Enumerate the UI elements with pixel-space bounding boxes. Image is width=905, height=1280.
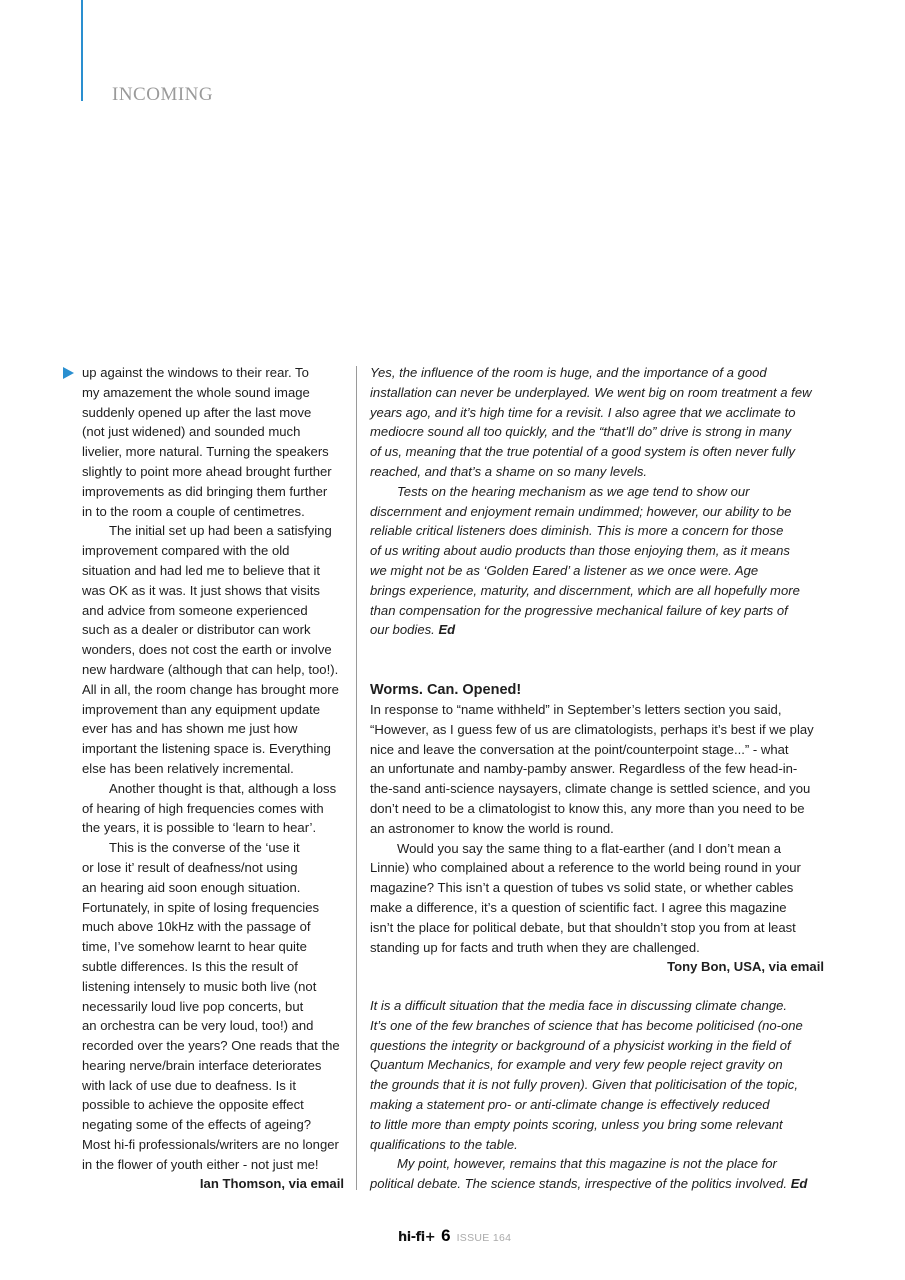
- text-line: hearing nerve/brain interface deteriorates: [82, 1057, 322, 1073]
- text-line: to little more than empty points scoring, unless you bring some relevant: [370, 1116, 783, 1132]
- text-line: brings experience, maturity, and discernment, which are all hopefully more: [370, 582, 800, 598]
- page-number: 6: [441, 1226, 451, 1245]
- text-line: listening intensely to music both live (not: [82, 978, 317, 994]
- text-line: my amazement the whole sound image: [82, 384, 310, 400]
- text-line: up against the windows to their rear. To: [82, 365, 309, 380]
- text-line: an hearing aid soon enough situation.: [82, 879, 301, 895]
- text-line: than compensation for the progressive mechanical failure of key parts of: [370, 602, 788, 618]
- issue-label: ISSUE 164: [456, 1232, 512, 1244]
- text-line: negating some of the effects of ageing?: [82, 1117, 312, 1133]
- text-line: mediocre sound all too quickly, and the “that’ll do” drive is strong in many: [370, 424, 792, 440]
- text-line: possible to achieve the opposite effect: [82, 1097, 304, 1113]
- text-line: situation and had led me to believe that it: [82, 562, 321, 578]
- text-line: or lose it’ result of deafness/not using: [82, 859, 298, 875]
- text-line: we might not be as ‘Golden Eared’ a listener as we once were. Age: [370, 562, 759, 578]
- text-line: in the flower of youth either - not just me!: [82, 1156, 319, 1172]
- text-line: qualifications to the table.: [370, 1136, 518, 1152]
- text-line: questions the integrity or background of a physicist working in the field of: [370, 1037, 791, 1053]
- text-line: It’s one of the few branches of science that has become politicised (no-one: [370, 1017, 803, 1033]
- text-line: It is a difficult situation that the media face in discussing climate change.: [370, 998, 788, 1013]
- letter-1-body: [82, 363, 344, 1175]
- text-line: In response to “name withheld” in September’s letters section you said,: [370, 702, 782, 717]
- text-line: much above 10kHz with the passage of: [82, 919, 311, 935]
- text-line: suddenly opened up after the last move: [82, 404, 312, 420]
- letter-1-signature: Ian Thomson, via email: [199, 1176, 344, 1191]
- text-line: The initial set up had been a satisfying: [109, 523, 332, 539]
- text-line: the-sand anti-science naysayers, climate change is settled science, and you: [370, 781, 811, 797]
- text-line: with lack of use due to deafness. Is it: [82, 1077, 296, 1093]
- hifi-plus-logo: hi-fi+: [398, 1230, 436, 1245]
- editor-reply-2: [370, 996, 825, 1194]
- text-line: Yes, the influence of the room is huge, and the importance of a good: [370, 365, 767, 380]
- editor-signoff: Ed: [790, 1176, 808, 1192]
- text-line: improvement than any equipment update: [82, 701, 321, 717]
- text-line: time, I’ve somehow learnt to hear quite: [82, 939, 307, 955]
- text-line: (not just widened) and sounded much: [82, 424, 301, 440]
- text-line: necessarily loud live pop concerts, but: [82, 998, 304, 1014]
- editor-reply-1: [370, 363, 825, 640]
- text-line: magazine? This isn’t a question of tubes vs solid state, or whether cables: [370, 880, 794, 896]
- text-line: important the listening space is. Everything: [82, 741, 331, 757]
- text-line: recorded over the years? One reads that the: [82, 1038, 340, 1054]
- text-line: in to the room a couple of centimetres.: [82, 503, 305, 519]
- text-line: years ago, and it’s high time for a revisit. I also agree that we acclimate to: [370, 404, 796, 420]
- letter-2-signature: Tony Bon, USA, via email: [667, 959, 824, 974]
- text-line: Another thought is that, although a loss: [109, 780, 337, 796]
- section-title: INCOMING: [112, 84, 214, 105]
- text-line: new hardware (although that can help, too!).: [82, 661, 339, 677]
- text-line: isn’t the place for political debate, but that shouldn’t stop you from at least: [370, 919, 796, 935]
- text-line: the grounds that it is not fully proven). Given that politicisation of the topic,: [370, 1077, 798, 1093]
- text-line: My point, however, remains that this magazine is not the place for: [397, 1156, 777, 1172]
- text-line: an orchestra can be very loud, too!) and: [82, 1018, 314, 1034]
- text-line: don’t need to be a climatologist to know this, any more than you need to be: [370, 800, 805, 816]
- text-line: ever has and has shown me just how: [82, 721, 298, 737]
- text-line: an unfortunate and namby-pamby answer. Regardless of the few head-in-: [370, 761, 798, 777]
- text-line: and advice from someone experienced: [82, 602, 308, 618]
- accent-bar: [81, 0, 83, 101]
- text-line: Would you say the same thing to a flat-earther (and I don’t mean a: [397, 840, 782, 856]
- text-line: the years, it is possible to ‘learn to hear’.: [82, 820, 317, 836]
- text-line: “However, as I guess few of us are climatologists, perhaps it’s best if we play: [370, 721, 814, 737]
- text-line: reached, and that’s a shame on so many levels.: [370, 463, 648, 479]
- text-line: installation can never be underplayed. We went big on room treatment a few: [370, 384, 812, 400]
- text-line: political debate. The science stands, irrespective of the politics involved. Ed: [370, 1176, 808, 1192]
- text-line: Tests on the hearing mechanism as we age tend to show our: [397, 483, 750, 499]
- text-line: Most hi-fi professionals/writers are no longer: [82, 1137, 339, 1153]
- text-line: nice and leave the conversation at the point/counterpoint stage...” - what: [370, 741, 789, 757]
- text-line: was OK as it was. It just shows that visits: [82, 582, 320, 598]
- letter-2-heading: Worms. Can. Opened!: [370, 682, 522, 698]
- text-line: our bodies. Ed: [370, 622, 456, 638]
- text-line: livelier, more natural. Turning the speakers: [82, 444, 329, 460]
- text-line: improvements as did bringing them further: [82, 483, 328, 499]
- editor-signoff: Ed: [438, 622, 456, 638]
- text-line: make a difference, it’s a question of scientific fact. I agree this magazine: [370, 899, 787, 915]
- text-line: of hearing of high frequencies comes with: [82, 800, 324, 816]
- text-line: standing up for facts and truth when they are challenged.: [370, 939, 700, 955]
- text-line: All in all, the room change has brought more: [82, 681, 339, 697]
- letter-2-body: [370, 700, 825, 957]
- text-line: such as a dealer or distributor can work: [82, 622, 311, 638]
- column-divider: [356, 366, 357, 1190]
- text-line: subtle differences. Is this the result of: [82, 958, 298, 974]
- text-line: of us writing about audio products than those enjoying them, as it means: [370, 543, 790, 559]
- text-line: Fortunately, in spite of losing frequencies: [82, 899, 320, 915]
- text-line: improvement compared with the old: [82, 543, 290, 559]
- text-line: an astronomer to know the world is round.: [370, 820, 614, 836]
- text-line: reliable critical listeners does diminish. This is more a concern for those: [370, 523, 784, 539]
- text-line: making a statement pro- or anti-climate change is effectively reduced: [370, 1096, 770, 1112]
- text-line: else has been relatively incremental.: [82, 760, 294, 776]
- text-line: This is the converse of the ‘use it: [109, 840, 300, 856]
- text-line: discernment and enjoyment remain undimmed; however, our ability to be: [370, 503, 792, 519]
- text-line: Linnie) who complained about a reference to the world being round in your: [370, 860, 801, 876]
- text-line: slightly to point more ahead brought further: [82, 463, 332, 479]
- text-line: of us, meaning that the true potential of a good system is often never fully: [370, 444, 796, 460]
- text-line: Quantum Mechanics, for example and very few people reject gravity on: [370, 1057, 783, 1073]
- text-line: wonders, does not cost the earth or involve: [82, 642, 332, 658]
- page-footer: [398, 1226, 511, 1246]
- continue-arrow-icon: [63, 367, 74, 379]
